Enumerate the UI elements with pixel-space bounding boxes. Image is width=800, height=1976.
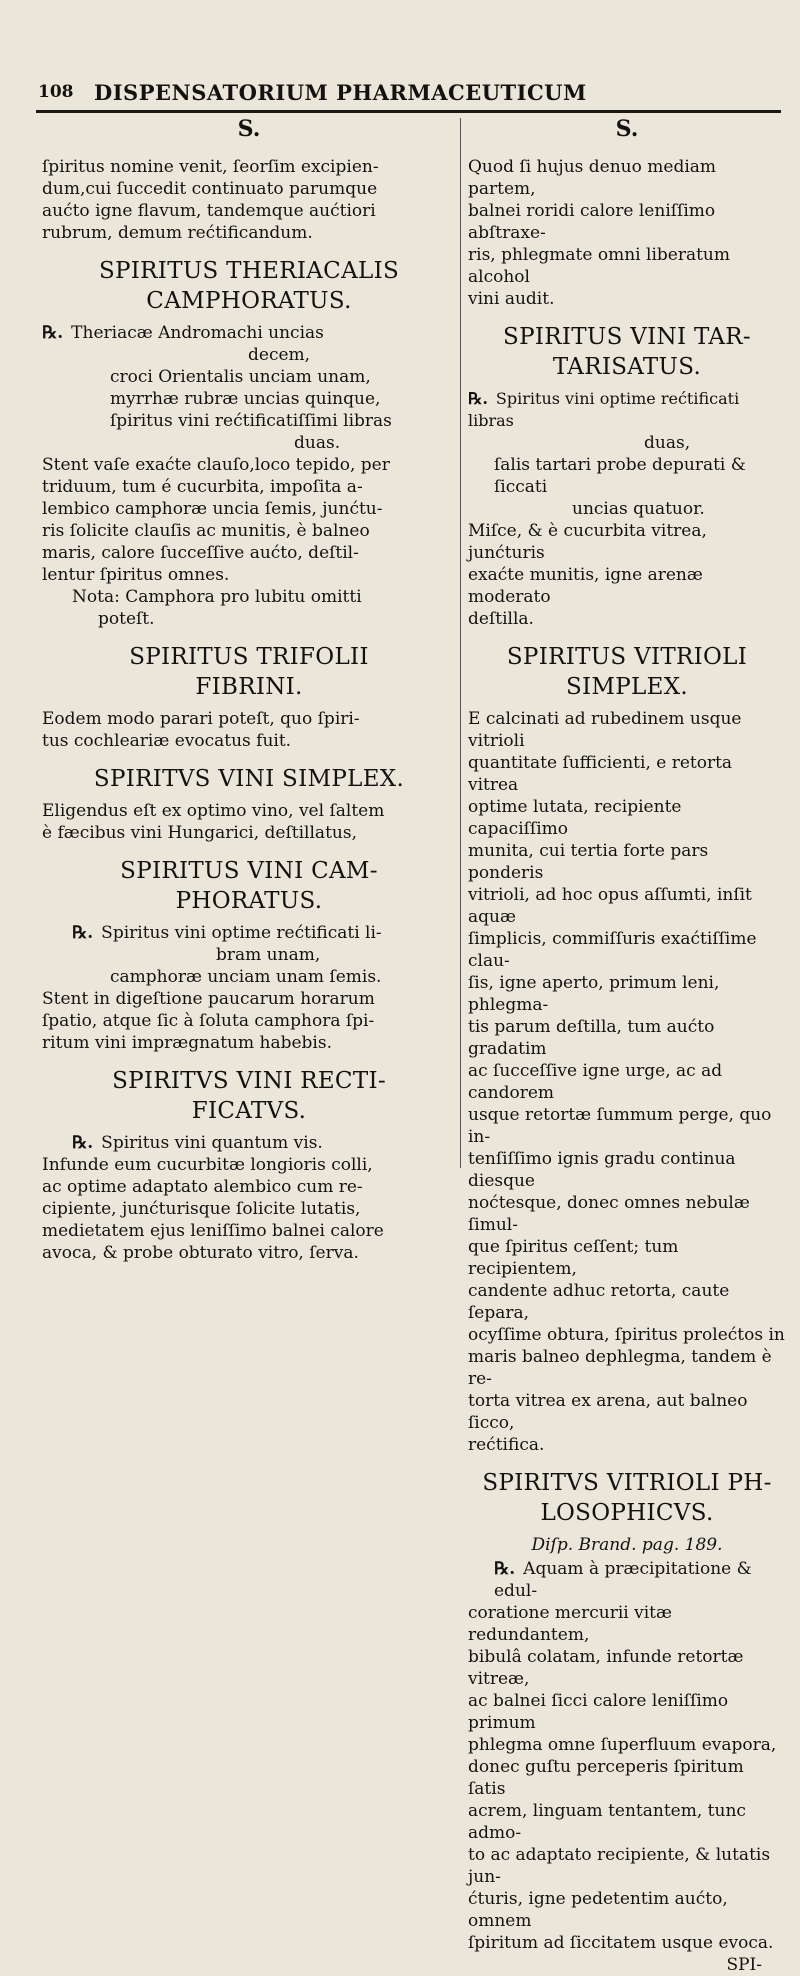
text-line: vitrioli, ad hoc opus aſſumti, inſit aquæ <box>468 885 752 927</box>
text-line: ſis, igne aperto, primum leni, phlegma- <box>468 973 720 1015</box>
text-line: triduum, tum é cucurbita, impoſita a- <box>42 477 363 497</box>
recipe-symbol: ℞. <box>494 1559 516 1579</box>
catchword: SPI- <box>726 1955 762 1975</box>
text-line: ſpatio, atque ſic à ſoluta camphora ſpi- <box>42 1011 375 1031</box>
text-line: ſimplicis, commiſſuris exaćtiſſime clau- <box>468 929 757 971</box>
text-line: rećtifica. <box>468 1435 545 1455</box>
ingredient-line: duas, <box>644 433 691 453</box>
text-line: munita, cui tertia forte pars ponderis <box>468 841 709 883</box>
section-title: SPIRITVS VINI RECTI- FICATVS. <box>112 1068 386 1124</box>
text-line: balnei roridi calore leniſſimo abſtraxe- <box>468 201 716 243</box>
section-title: SPIRITUS VITRIOLI SIMPLEX. <box>506 644 748 700</box>
text-line: lentur ſpiritus omnes. <box>42 565 230 585</box>
text-line: tenſiſſimo ignis gradu continua diesque <box>468 1149 736 1191</box>
column-letter: S. <box>237 116 261 142</box>
text-line: Eligendus eſt ex optimo vino, vel ſaltem <box>42 801 385 821</box>
text-line: ćturis, igne pedetentim aućto, omnem <box>468 1889 728 1931</box>
section-title: SPIRITUS THERIACALIS CAMPHORATUS. <box>98 258 400 314</box>
text-line: E calcinati ad rubedinem usque vitrioli <box>468 709 742 751</box>
text-line: vini audit. <box>468 289 555 309</box>
text-line: quantitate ſufficienti, e retorta vitrea <box>468 753 733 795</box>
text-line: ſpiritum ad ſiccitatem usque evoca. <box>468 1933 774 1953</box>
text-line: ℞. Aquam à præcipitatione & edul- <box>494 1559 752 1601</box>
ingredient-line: bram unam, <box>216 945 321 965</box>
ingredient-line: camphoræ unciam unam ſemis. <box>110 967 382 987</box>
text-line: Stent in digeſtione paucarum horarum <box>42 989 375 1009</box>
text-line: Quod ſi hujus denuo mediam partem, <box>468 157 717 199</box>
source-reference: Diſp. Brand. pag. 189. <box>531 1535 723 1555</box>
recipe-symbol: ℞. <box>42 323 64 343</box>
text-line: candente adhuc retorta, caute ſepara, <box>468 1281 730 1323</box>
ingredient-line: myrrhæ rubræ uncias quinque, <box>110 389 381 409</box>
page-header <box>38 82 758 108</box>
text-line: Infunde eum cucurbitæ longioris colli, <box>42 1155 373 1175</box>
text-line: torta vitrea ex arena, aut balneo ſicco, <box>468 1391 748 1433</box>
text-line: maris, calore ſucceſſive aućto, deſtil- <box>42 543 359 563</box>
section-title: SPIRITUS VINI CAM- PHORATUS. <box>120 858 378 914</box>
ingredient-line: ℞. Spiritus vini quantum vis. <box>72 1133 323 1153</box>
ingredient-line: decem, <box>248 345 311 365</box>
text-line: maris balneo dephlegma, tandem è re- <box>468 1347 772 1389</box>
text-line: coratione mercurii vitæ redundantem, <box>468 1603 672 1645</box>
right-column <box>468 118 786 1976</box>
text-line: cipiente, junćturisque ſolicite lutatis, <box>42 1199 361 1219</box>
text-line: bibulâ colatam, infunde retortæ vitreæ, <box>468 1647 744 1689</box>
section-title: SPIRITVS VINI SIMPLEX. <box>93 766 405 792</box>
text-line: deſtilla. <box>468 609 534 629</box>
ingredient-line: ſpiritus vini rećtificatiſſimi libras <box>110 411 392 431</box>
page-number: 108 <box>38 82 74 102</box>
text-line: exaćte munitis, igne arenæ moderato <box>468 565 703 607</box>
header-rule <box>36 110 781 113</box>
section-title: SPIRITVS VITRIOLI PH- LOSOPHICVS. <box>482 1470 772 1526</box>
ingredient-line: ℞. Theriacæ Andromachi uncias <box>42 323 324 343</box>
text-line: medietatem ejus leniſſimo balnei calore <box>42 1221 384 1241</box>
text-line: è fæcibus vini Hungarici, deſtillatus, <box>42 823 357 843</box>
ingredient-line: ℞. Spiritus vini optime rećtificati libras <box>468 389 740 430</box>
text-line: aućto igne flavum, tandemque aućtiori <box>42 201 376 221</box>
ingredient-line: croci Orientalis unciam unam, <box>110 367 371 387</box>
left-column <box>42 118 456 1264</box>
text-line: dum,cui ſuccedit continuato parumque <box>42 179 378 199</box>
text-line: ocyſſime obtura, ſpiritus prolećtos in <box>468 1325 785 1345</box>
text-line: avoca, & probe obturato vitro, ſerva. <box>42 1243 359 1263</box>
ingredient-line: duas. <box>294 433 341 453</box>
text-line: optime lutata, recipiente capaciſſimo <box>468 797 682 839</box>
ingredient-line: ſalis tartari probe depurati & ſiccati <box>494 455 746 497</box>
text-line: ac optime adaptato alembico cum re- <box>42 1177 363 1197</box>
text-line: ac balnei ſicci calore leniſſimo primum <box>468 1691 729 1733</box>
text-line: tis parum deſtilla, tum aućto gradatim <box>468 1017 715 1059</box>
recipe-symbol: ℞. <box>468 389 488 408</box>
text-line: donec guſtu perceperis ſpiritum ſatis <box>468 1757 744 1799</box>
text-line: ritum vini imprægnatum habebis. <box>42 1033 332 1053</box>
recipe-symbol: ℞. <box>72 1133 94 1153</box>
text-line: noćtesque, donec omnes nebulæ ſimul- <box>468 1193 750 1235</box>
text-line: Miſce, & è cucurbita vitrea, junćturis <box>468 521 707 563</box>
text-line: ſpiritus nomine venit, ſeorſim excipien- <box>42 157 379 177</box>
text-line: Eodem modo parari poteſt, quo ſpiri- <box>42 709 360 729</box>
column-divider <box>460 118 461 1168</box>
recipe-symbol: ℞. <box>72 923 94 943</box>
running-title: DISPENSATORIUM PHARMACEUTICUM <box>94 80 587 105</box>
text-line: ac ſucceſſive igne urge, ac ad candorem <box>468 1061 723 1103</box>
ingredient-line: ℞. Spiritus vini optime rećtificati li- <box>72 923 382 943</box>
ingredient-line: uncias quatuor. <box>572 499 705 519</box>
text-line: que ſpiritus ceſſent; tum recipientem, <box>468 1237 679 1279</box>
note-line: poteſt. <box>98 609 155 629</box>
text-line: usque retortæ ſummum perge, quo in- <box>468 1105 772 1147</box>
text-line: ris ſolicite clauſis ac munitis, è balneo <box>42 521 370 541</box>
section-title: SPIRITUS VINI TAR- TARISATUS. <box>503 324 751 380</box>
column-letter: S. <box>615 116 639 142</box>
text-line: acrem, linguam tentantem, tunc admo- <box>468 1801 746 1843</box>
text-line: ris, phlegmate omni liberatum alcohol <box>468 245 730 287</box>
text-line: Stent vaſe exaćte clauſo,loco tepido, per <box>42 455 390 475</box>
text-line: phlegma omne ſuperfluum evapora, <box>468 1735 777 1755</box>
note-line: Nota: Camphora pro lubitu omitti <box>72 587 362 607</box>
text-line: lembico camphoræ uncia ſemis, junćtu- <box>42 499 383 519</box>
text-line: rubrum, demum rećtificandum. <box>42 223 313 243</box>
text-line: tus cochleariæ evocatus fuit. <box>42 731 292 751</box>
section-title: SPIRITUS TRIFOLII FIBRINI. <box>129 644 369 700</box>
text-line: to ac adaptato recipiente, & lutatis jun- <box>468 1845 771 1887</box>
